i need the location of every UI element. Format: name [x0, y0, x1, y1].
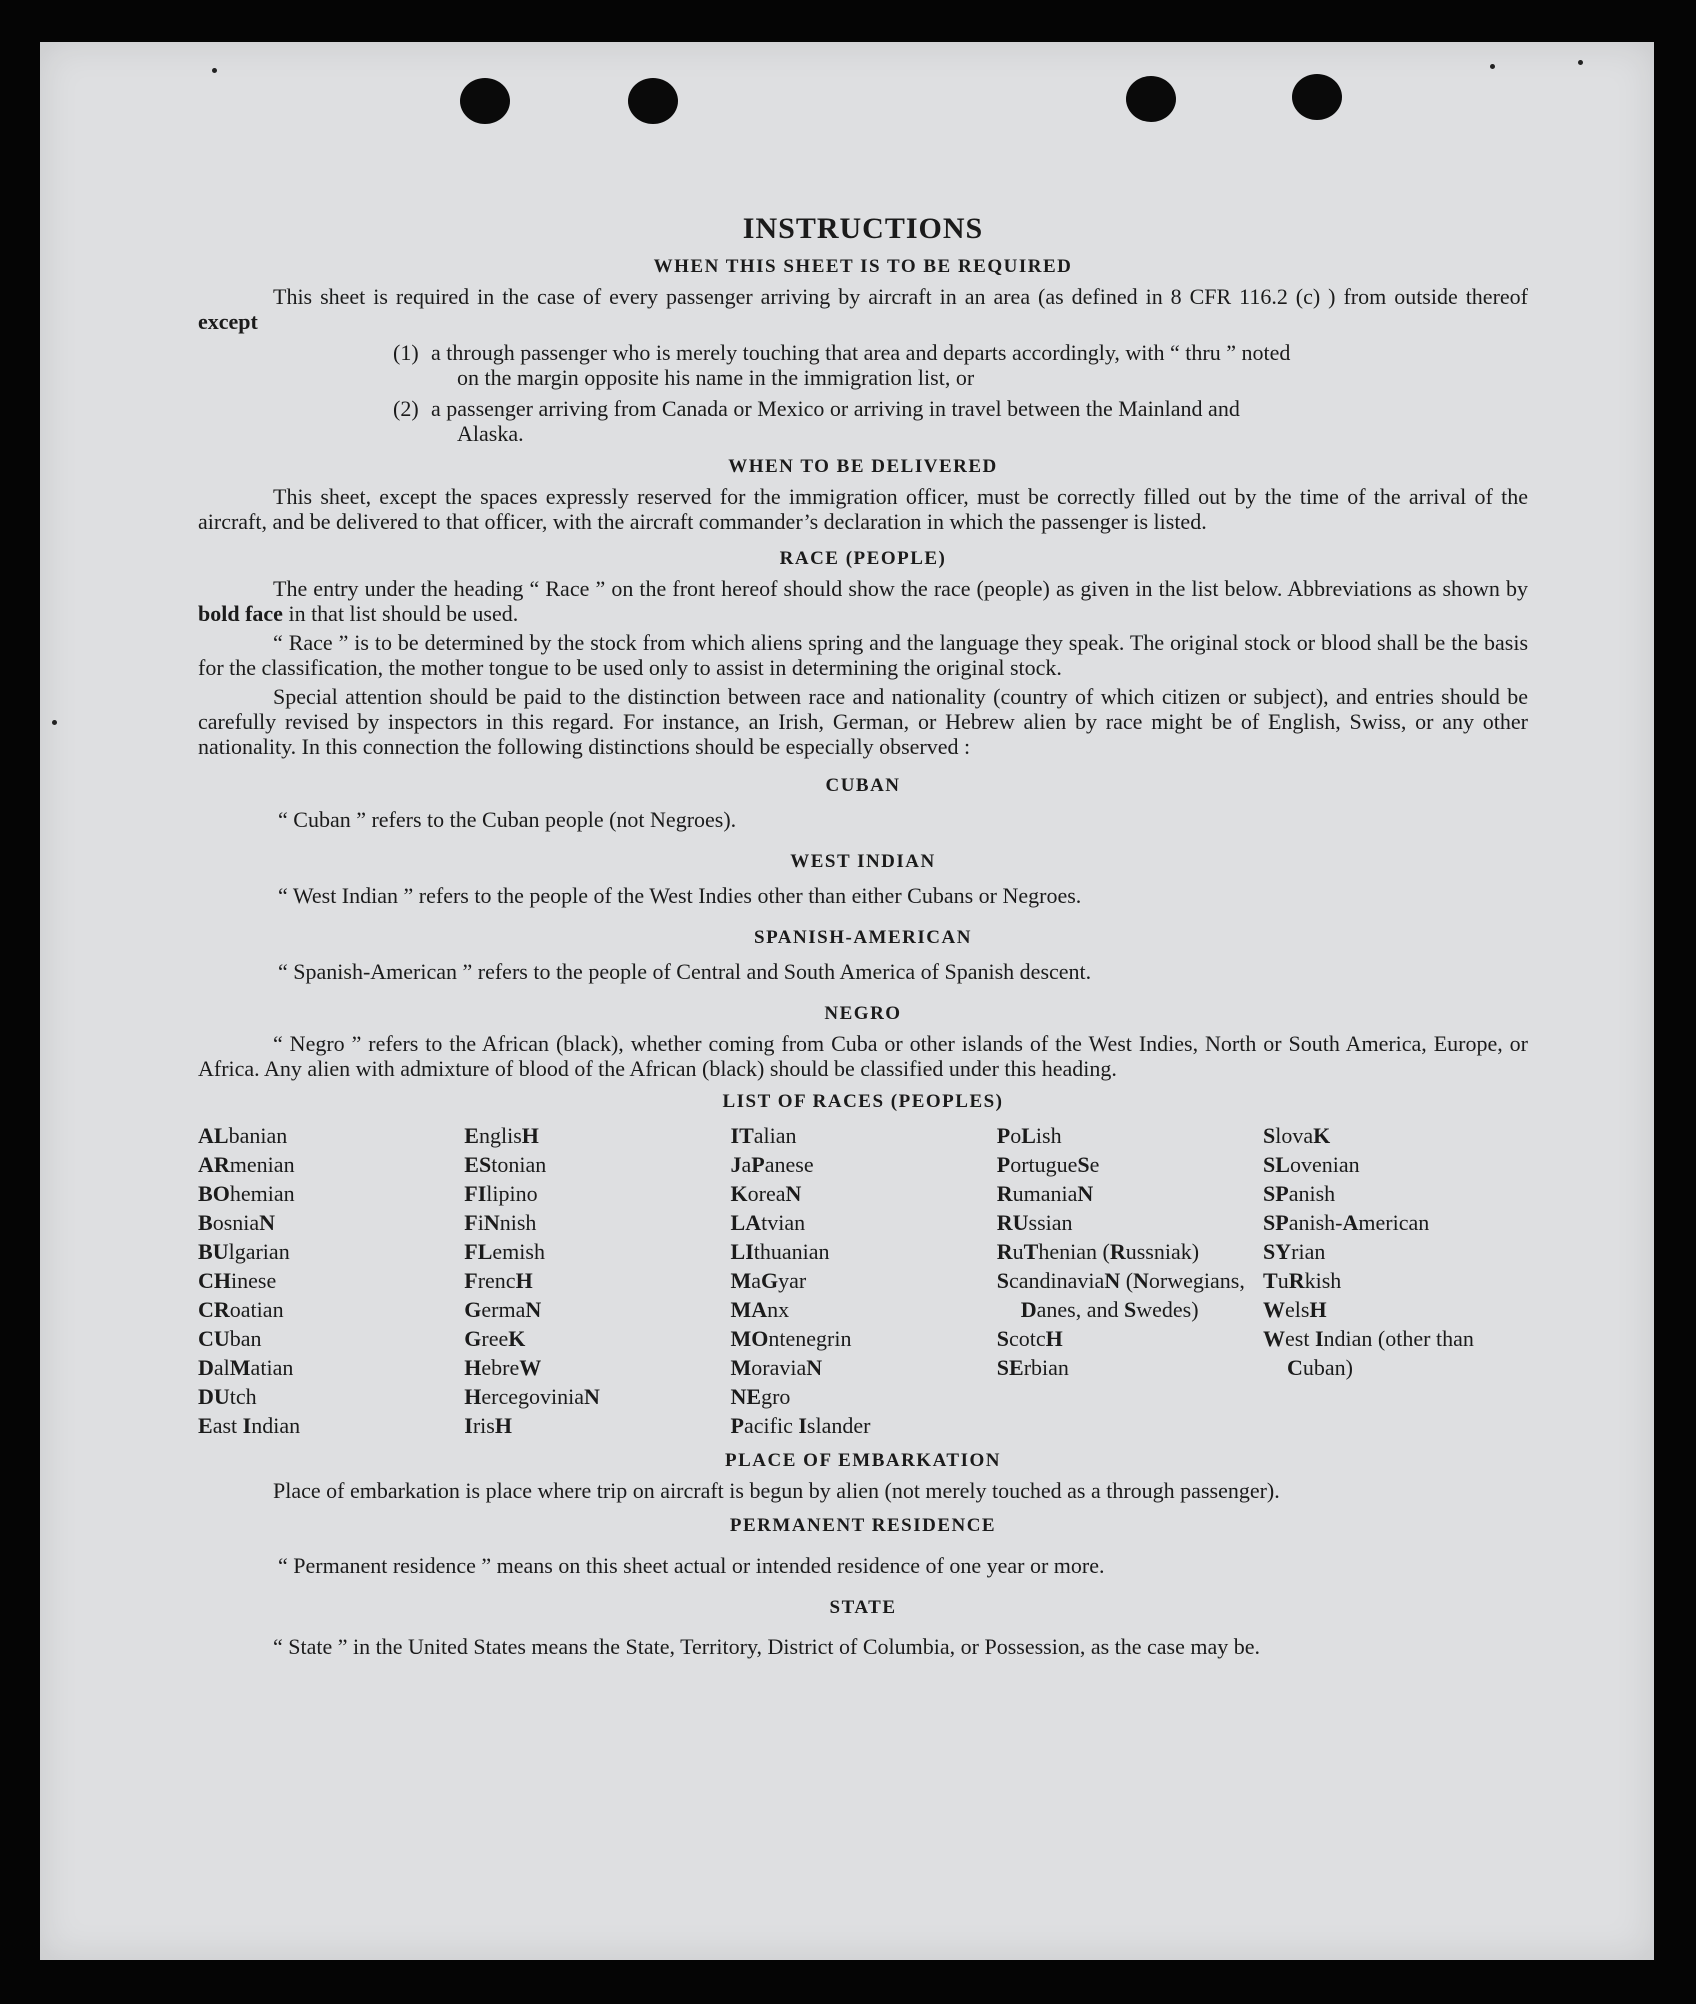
speck — [1578, 60, 1583, 65]
race-item: SErbian — [996, 1355, 1069, 1380]
race-item: SPanish-American — [1263, 1210, 1430, 1235]
punch-hole — [1292, 74, 1342, 120]
race-item: PoLish — [996, 1123, 1062, 1148]
race-item: RUssian — [996, 1210, 1073, 1235]
race-item: ScandinaviaN (Norwegians, Danes, and Swedes) — [996, 1268, 1245, 1322]
race-item: ARmenian — [198, 1152, 295, 1177]
races-column — [464, 1121, 729, 1440]
race-item: IrisH — [464, 1413, 512, 1438]
race-item: BUlgarian — [198, 1239, 290, 1264]
race-item: CUban — [198, 1326, 262, 1351]
race-item: CHinese — [198, 1268, 277, 1293]
spanish-american-text: “ Spanish-American ” refers to the people of Central and South America of Spanish descent. — [278, 959, 1092, 984]
race-item: RuThenian (Russniak) — [996, 1239, 1200, 1264]
required-intro: This sheet is required in the case of every passenger arriving by aircraft in an area (as defined in 8 CFR 116.2 (c) ) from outside thereof except — [198, 284, 1528, 334]
race-paragraph-2: “ Race ” is to be determined by the stock from which aliens spring and the language they speak. The original stock or blood shall be the basis for the classification, the mother tongue to be used only to assist in determining the original stock. — [198, 630, 1528, 680]
race-paragraph-1: The entry under the heading “ Race ” on the front hereof should show the race (people) as given in the list below. Abbreviations as shown by bold face in that list should be used. — [198, 576, 1528, 626]
heading-required: WHEN THIS SHEET IS TO BE REQUIRED — [653, 256, 1073, 277]
race-item: WelsH — [1263, 1297, 1327, 1322]
race-item: HebreW — [464, 1355, 542, 1380]
race-item: LIthuanian — [730, 1239, 830, 1264]
race-item: FrencH — [464, 1268, 533, 1293]
heading-state: STATE — [829, 1597, 897, 1618]
race-item: EnglisH — [464, 1123, 539, 1148]
race-item: SLovenian — [1263, 1152, 1360, 1177]
races-column — [198, 1121, 463, 1440]
race-item: PortugueSe — [996, 1152, 1100, 1177]
race-item: East Indian — [198, 1413, 301, 1438]
cuban-text: “ Cuban ” refers to the Cuban people (not Negroes). — [278, 807, 737, 832]
race-item: BOhemian — [198, 1181, 295, 1206]
races-column — [731, 1121, 996, 1440]
race-item: MoraviaN — [730, 1355, 823, 1380]
document-sheet — [40, 42, 1654, 1960]
race-item: DUtch — [198, 1384, 257, 1409]
race-item: HercegoviniaN — [464, 1384, 600, 1409]
race-item: MAnx — [730, 1297, 790, 1322]
race-item: GreeK — [464, 1326, 526, 1351]
speck — [52, 720, 57, 725]
heading-spanish-american: SPANISH-AMERICAN — [754, 927, 972, 948]
race-item: SlovaK — [1263, 1123, 1331, 1148]
west-indian-text: “ West Indian ” refers to the people of the West Indies other than either Cubans or Negroes. — [278, 883, 1082, 908]
negro-text: “ Negro ” refers to the African (black), whether coming from Cuba or other islands of the West Indies, North or South America, Europe, or Africa. Any alien with admixture of blood of the African (black) should be classified under this heading. — [198, 1031, 1528, 1081]
instructions-content — [198, 168, 1528, 1663]
race-item: NEgro — [730, 1384, 791, 1409]
race-item: SPanish — [1263, 1181, 1336, 1206]
delivered-text: This sheet, except the spaces expressly reserved for the immigration officer, must be correctly filled out by the time of the arrival of the aircraft, and be delivered to that officer, with the aircraft commander’s declaration in which the passenger is listed. — [198, 484, 1528, 534]
race-item: CRoatian — [198, 1297, 284, 1322]
race-item: TuRkish — [1263, 1268, 1342, 1293]
races-column — [1263, 1121, 1528, 1440]
race-item: West Indian (other than Cuban) — [1263, 1326, 1474, 1380]
punch-hole — [1126, 76, 1176, 122]
embarkation-text: Place of embarkation is place where trip on aircraft is begun by alien (not merely touched as a through passenger). — [273, 1478, 1280, 1503]
race-item: RumaniaN — [996, 1181, 1094, 1206]
heading-list-of-races: LIST OF RACES (PEOPLES) — [722, 1091, 1004, 1112]
race-item: DalMatian — [198, 1355, 294, 1380]
state-text: “ State ” in the United States means the State, Territory, District of Columbia, or Possession, as the case may be. — [273, 1634, 1261, 1659]
race-item: SYrian — [1263, 1239, 1326, 1264]
residence-text: “ Permanent residence ” means on this sheet actual or intended residence of one year or more. — [278, 1553, 1105, 1578]
heading-cuban: CUBAN — [825, 775, 901, 796]
races-list — [198, 1121, 1528, 1440]
heading-race: RACE (PEOPLE) — [779, 548, 947, 569]
speck — [1490, 64, 1495, 69]
race-item: GermaN — [464, 1297, 542, 1322]
race-item: BosniaN — [198, 1210, 276, 1235]
heading-delivered: WHEN TO BE DELIVERED — [728, 456, 998, 477]
race-item: ITalian — [730, 1123, 797, 1148]
race-item: LAtvian — [730, 1210, 806, 1235]
page-title: INSTRUCTIONS — [742, 212, 984, 245]
race-item: MOntenegrin — [730, 1326, 852, 1351]
race-item: ScotcH — [996, 1326, 1063, 1351]
race-item: JaPanese — [730, 1152, 814, 1177]
heading-west-indian: WEST INDIAN — [790, 851, 936, 872]
race-item: Pacific Islander — [730, 1413, 871, 1438]
races-column — [997, 1121, 1262, 1440]
punch-hole — [460, 78, 510, 124]
heading-embarkation: PLACE OF EMBARKATION — [725, 1450, 1001, 1471]
race-item: FiNnish — [464, 1210, 537, 1235]
punch-hole — [628, 78, 678, 124]
race-item: ALbanian — [198, 1123, 288, 1148]
heading-permanent-residence: PERMANENT RESIDENCE — [729, 1515, 997, 1536]
exception-item-2: (2) a passenger arriving from Canada or Mexico or arriving in travel between the Mainland and Alaska. — [393, 396, 1240, 446]
race-item: MaGyar — [730, 1268, 807, 1293]
race-item: FIlipino — [464, 1181, 538, 1206]
race-item: EStonian — [464, 1152, 547, 1177]
speck — [212, 68, 217, 73]
heading-negro: NEGRO — [824, 1003, 902, 1024]
race-item: KoreaN — [730, 1181, 802, 1206]
race-paragraph-3: Special attention should be paid to the distinction between race and nationality (country of which citizen or subject), and entries should be carefully revised by inspectors in this regard. For instance, an Irish, German, or Hebrew alien by race might be of English, Swiss, or any other nationality. In this connection the following distinctions should be especially observed : — [198, 684, 1528, 759]
race-item: FLemish — [464, 1239, 545, 1264]
exception-item-1: (1) a through passenger who is merely touching that area and departs accordingly, with “ thru ” noted on the margin opposite his name in the immigration list, or — [393, 340, 1291, 390]
